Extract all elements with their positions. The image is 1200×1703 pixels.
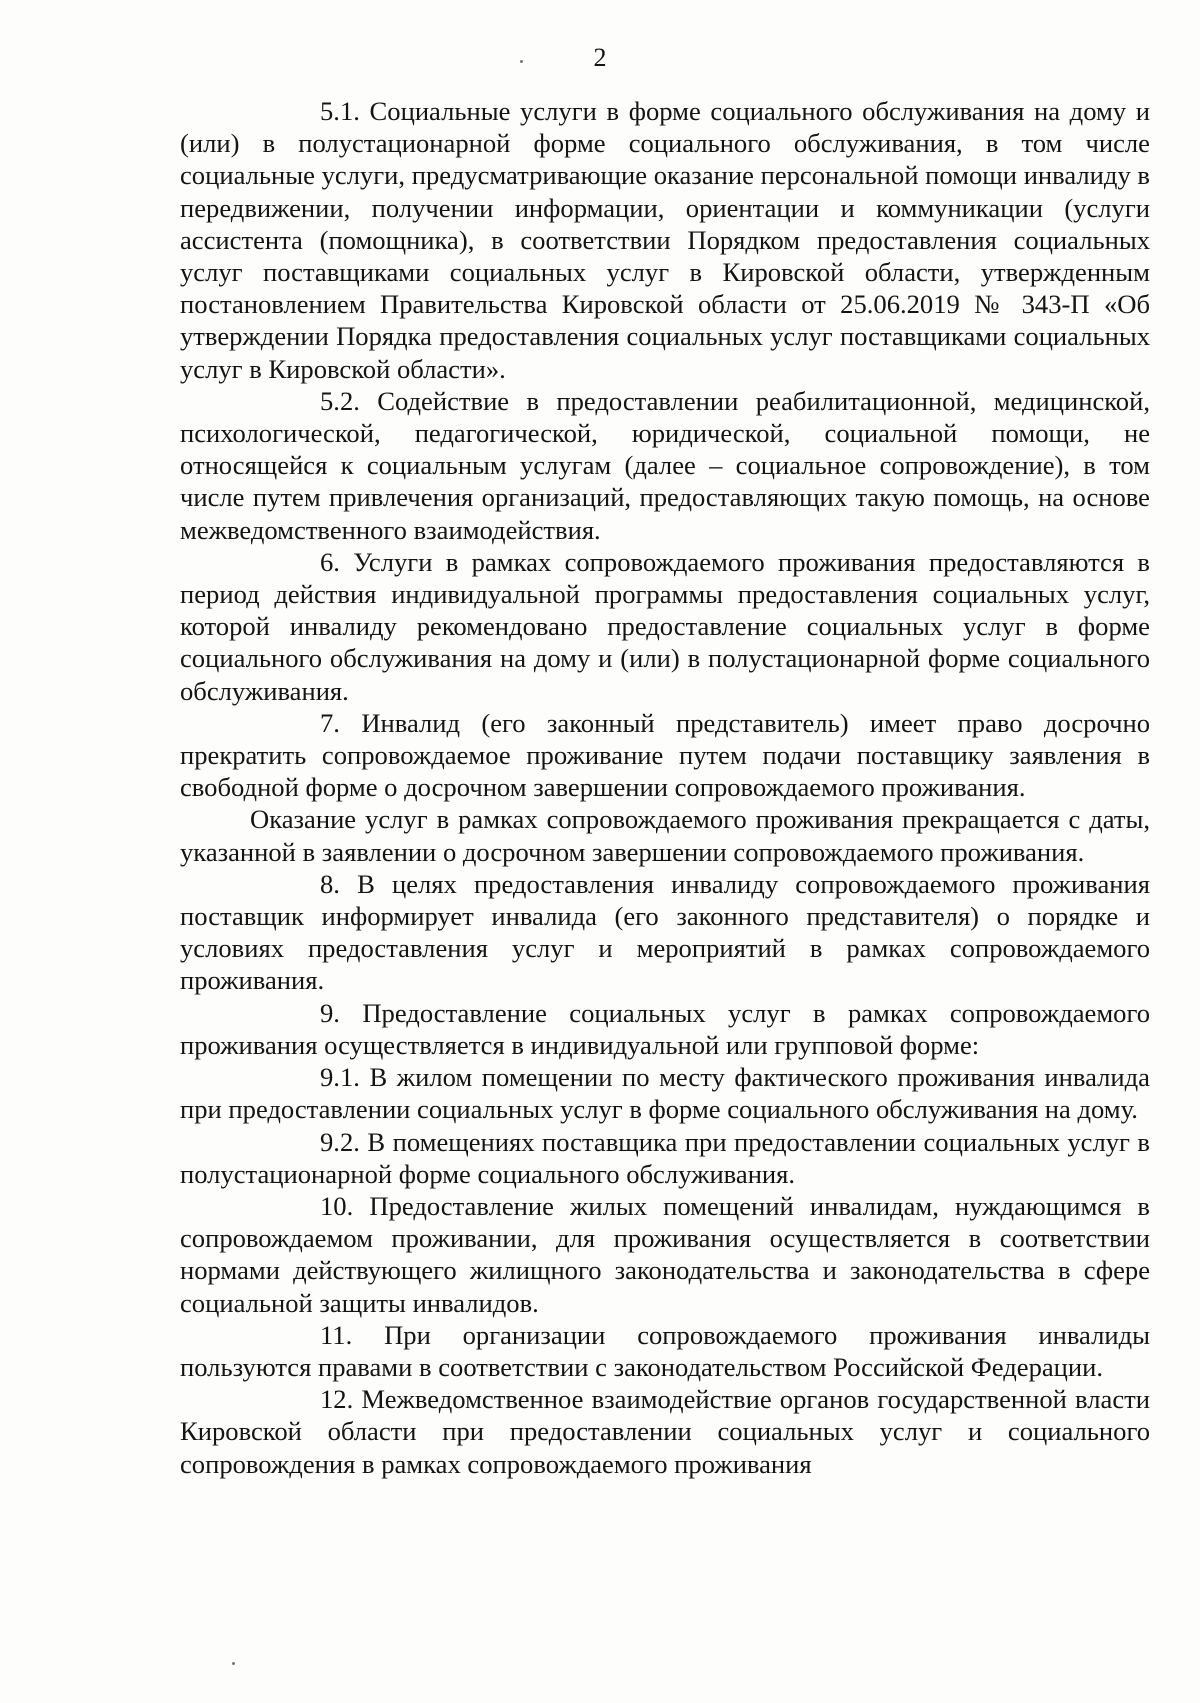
scan-speck — [232, 1662, 235, 1665]
paragraph-number: 12. — [320, 1384, 354, 1415]
paragraph-text: Предоставление жилых помещений инвалидам, нуждающимся в сопровождаемом проживании, для проживания осуществляется в соответствии нормами действующего жилищного законодательства и законодательства в сфере социальной защиты инвалидов. — [180, 1190, 1150, 1318]
paragraph-8 — [180, 868, 1150, 997]
paragraph-5-1 — [180, 95, 1150, 385]
paragraph-number: 9. — [320, 997, 340, 1028]
paragraph-11 — [180, 1319, 1150, 1383]
paragraph-text: Межведомственное взаимодействие органов государственной власти Кировской области при предоставлении социальных услуг и социального сопровождения в рамках сопровождаемого проживания — [180, 1384, 1150, 1479]
paragraph-number: 11. — [320, 1319, 353, 1350]
document-body — [180, 95, 1150, 1480]
paragraph-text: В помещениях поставщика при предоставлении социальных услуг в полустационарной форме социального обслуживания. — [180, 1126, 1150, 1189]
paragraph-number: 5.1. — [320, 96, 360, 126]
paragraph-9 — [180, 997, 1150, 1061]
paragraph-5-2 — [180, 385, 1150, 546]
paragraph-text: В целях предоставления инвалиду сопровождаемого проживания поставщик информирует инвалида (его законного представителя) о порядке и условиях предоставления услуг и мероприятий в рамках сопровождаемого проживания. — [180, 868, 1150, 996]
paragraph-text: Услуги в рамках сопровождаемого проживания предоставляются в период действия индивидуальной программы предоставления социальных услуг, которой инвалиду рекомендовано предоставление социальных услуг в форме социального обслуживания на дому и (или) в полустационарной форме социального обслуживания. — [180, 546, 1150, 706]
paragraph-12 — [180, 1383, 1150, 1480]
paragraph-number: 5.2. — [320, 385, 360, 416]
paragraph-number: 7. — [320, 707, 340, 738]
paragraph-text: В жилом помещении по месту фактического проживания инвалида при предоставлении социальных услуг в форме социального обслуживания на дому. — [180, 1062, 1150, 1125]
paragraph-number: 9.1. — [320, 1062, 360, 1093]
paragraph-number: 8. — [320, 868, 340, 899]
paragraph-7 — [180, 707, 1150, 804]
paragraph-number: 6. — [320, 546, 340, 577]
paragraph-text: При организации сопровождаемого проживания инвалиды пользуются правами в соответствии с законодательством Российской Федерации. — [180, 1319, 1150, 1382]
paragraph-number: 9.2. — [320, 1126, 360, 1157]
paragraph-text: Содействие в предоставлении реабилитационной, медицинской, психологической, педагогической, юридической, социальной помощи, не относящейся к социальным услугам (далее – социальное сопровождение), в том числе путем привлечения организаций, предоставляющих такую помощь, на основе межведомственного взаимодействия. — [180, 385, 1150, 545]
page-number: 2 — [593, 43, 607, 72]
paragraph-text: Предоставление социальных услуг в рамках сопровождаемого проживания осуществляется в индивидуальной или групповой форме: — [180, 997, 1150, 1060]
scan-speck — [520, 60, 523, 63]
paragraph-text: Социальные услуги в форме социального обслуживания на дому и (или) в полустационарной форме социального обслуживания, в том числе социальные услуги, предусматривающие оказание персональной помощи инвалиду в передвижении, получении информации, ориентации и коммуникации (услуги ассистента (помощника), в соответствии Порядком предоставления социальных услуг поставщиками социальных услуг в Кировской области, утвержденным постановлением Правительства Кировской области от 25.06.2019 № 343-П «Об утверждении Порядка предоставления социальных услуг поставщиками социальных услуг в Кировской области». — [180, 96, 1150, 384]
paragraph-text: Инвалид (его законный представитель) имеет право досрочно прекратить сопровождаемое проживание путем подачи поставщику заявления в свободной форме о досрочном завершении сопровождаемого проживания. — [180, 707, 1150, 803]
paragraph-10 — [180, 1190, 1150, 1319]
paragraph-9-1 — [180, 1061, 1150, 1125]
paragraph-number: 10. — [320, 1190, 354, 1221]
paragraph-text: Оказание услуг в рамках сопровождаемого проживания прекращается с даты, указанной в заявлении о досрочном завершении сопровождаемого проживания. — [180, 804, 1150, 867]
paragraph-7-continuation — [180, 803, 1150, 867]
paragraph-9-2 — [180, 1126, 1150, 1190]
paragraph-6 — [180, 546, 1150, 707]
